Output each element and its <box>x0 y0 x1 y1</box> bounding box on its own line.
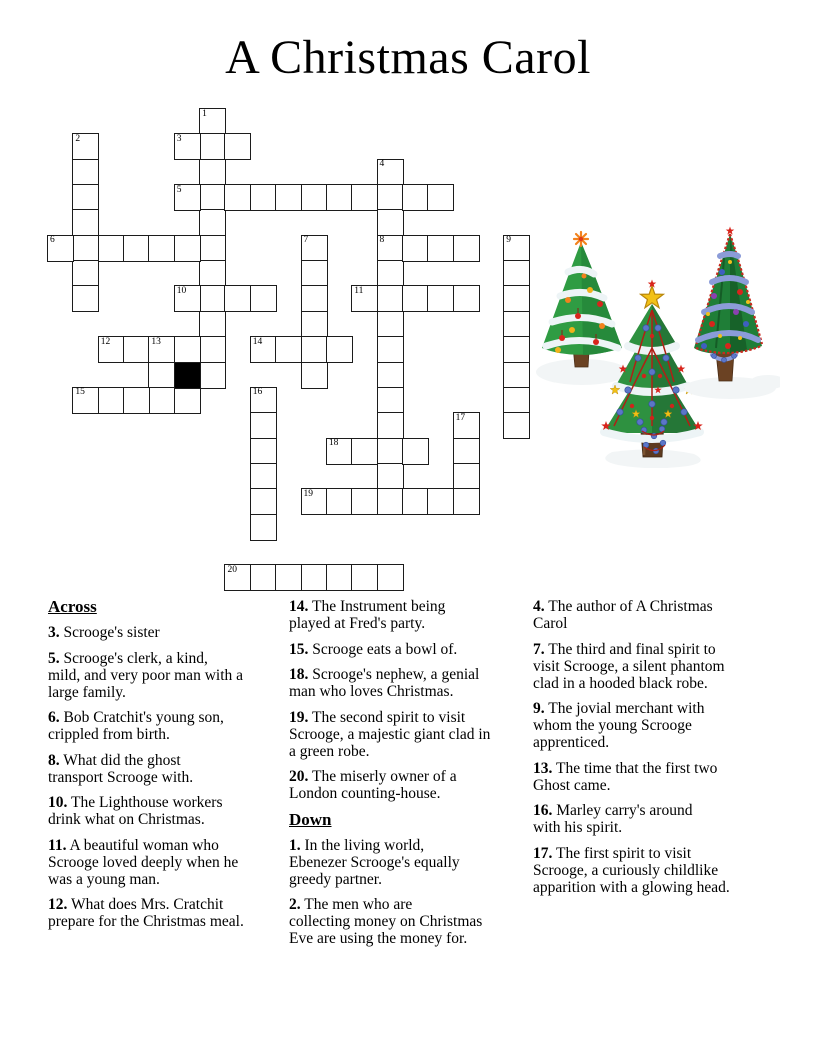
grid-cell <box>250 285 277 312</box>
grid-cell <box>453 235 480 262</box>
grid-cell <box>123 235 150 262</box>
cell-number: 11 <box>354 285 364 296</box>
cell-number: 13 <box>151 336 161 347</box>
grid-cell <box>503 311 530 338</box>
grid-cell <box>250 412 277 439</box>
grid-cell <box>301 564 328 591</box>
grid-cell <box>224 564 251 591</box>
grid-cell <box>377 311 404 338</box>
clue-1: 1. In the living world, Ebenezer Scrooge's equally greedy partner. <box>289 836 460 888</box>
grid-cell <box>250 184 277 211</box>
cell-number: 20 <box>227 564 237 575</box>
clue-number: 17. <box>533 844 553 862</box>
grid-cell <box>98 387 125 414</box>
grid-cell <box>377 235 404 262</box>
cell-number: 19 <box>303 488 313 499</box>
cell-number: 3 <box>176 133 182 144</box>
clue-number: 7. <box>533 640 545 658</box>
grid-cell <box>174 336 201 363</box>
grid-cell <box>503 235 530 262</box>
clues-column-2 <box>289 598 533 956</box>
clue-number: 9. <box>533 700 545 717</box>
cell-number: 18 <box>328 438 339 449</box>
grid-cell <box>123 336 150 363</box>
clue-3: 3. Scrooge's sister <box>48 624 160 641</box>
grid-cell <box>72 209 99 236</box>
grid-cell <box>377 412 404 439</box>
grid-cell <box>98 235 125 262</box>
grid-cell <box>326 488 353 515</box>
cell-number: 4 <box>379 159 385 170</box>
grid-cell <box>148 362 175 389</box>
grid-cell <box>326 184 353 211</box>
grid-cell <box>174 184 201 211</box>
grid-cell <box>377 184 404 211</box>
grid-cell <box>377 159 404 186</box>
grid-cell <box>377 438 404 465</box>
grid-cell <box>148 387 175 414</box>
clue-7: 7. The third and final spirit to visit Scrooge, a silent phantom clad in a hooded black robe. <box>533 640 725 692</box>
grid-cell <box>199 184 226 211</box>
grid-cell <box>224 133 251 160</box>
grid-cell <box>427 488 454 515</box>
grid-cell <box>224 285 251 312</box>
clue-number: 2. <box>289 896 301 913</box>
clue-number: 5. <box>48 649 60 667</box>
grid-cell <box>199 362 226 389</box>
grid-cell <box>453 412 480 439</box>
clue-number: 12. <box>48 896 68 913</box>
grid-cell <box>148 235 175 262</box>
grid-cell <box>453 285 480 312</box>
cell-number: 10 <box>176 285 187 296</box>
grid-cell <box>301 184 328 211</box>
clues-column-1 <box>48 598 286 939</box>
grid-cell <box>199 285 226 312</box>
grid-cell <box>98 336 125 363</box>
grid-cell <box>72 235 99 262</box>
cell-number: 1 <box>202 108 207 119</box>
clue-number: 10. <box>48 794 68 811</box>
grid-cell <box>351 438 378 465</box>
clue-20: 20. The miserly owner of a London counting-house. <box>289 768 457 802</box>
clue-18: 18. Scrooge's nephew, a genial man who loves Christmas. <box>289 666 480 700</box>
cell-number: 16 <box>252 387 263 398</box>
clue-11: 11. A beautiful woman who Scrooge loved deeply when he was a young man. <box>48 836 239 888</box>
grid-cell <box>377 285 404 312</box>
grid-cell <box>72 285 99 312</box>
grid-cell <box>72 184 99 211</box>
grid-cell <box>377 362 404 389</box>
cell-number: 2 <box>75 133 81 144</box>
clue-number: 18. <box>289 666 309 683</box>
cell-number: 6 <box>50 235 55 246</box>
clue-13: 13. The time that the first two Ghost came. <box>533 759 718 794</box>
grid-cell <box>427 184 454 211</box>
grid-cell <box>199 209 226 236</box>
grid-cell <box>250 514 277 541</box>
clue-9: 9. The jovial merchant with whom the young Scrooge apprenticed. <box>533 700 705 751</box>
clue-number: 8. <box>48 751 60 769</box>
grid-cell <box>174 387 201 414</box>
grid-cell <box>351 564 378 591</box>
grid-cell <box>351 184 378 211</box>
grid-cell <box>326 438 353 465</box>
grid-cell <box>453 488 480 515</box>
grid-cell <box>72 159 99 186</box>
grid-cell <box>250 564 277 591</box>
cell-number: 15 <box>75 387 85 398</box>
clue-number: 6. <box>48 709 60 726</box>
grid-cell <box>503 362 530 389</box>
grid-cell <box>503 285 530 312</box>
clue-12: 12. What does Mrs. Cratchit prepare for the Christmas meal. <box>48 896 244 930</box>
grid-cell <box>453 463 480 490</box>
grid-cell <box>402 438 429 465</box>
clue-17: 17. The first spirit to visit Scrooge, a curiously childlike apparition with a glowing head. <box>533 844 730 896</box>
clues-column-3 <box>533 598 779 904</box>
page-title: A Christmas Carol <box>225 31 591 84</box>
grid-cell <box>250 336 277 363</box>
grid-cell <box>503 387 530 414</box>
grid-cell <box>72 260 99 287</box>
clue-number: 1. <box>289 836 301 854</box>
grid-cell <box>174 285 201 312</box>
grid-cell <box>377 260 404 287</box>
grid-cell <box>301 311 328 338</box>
grid-cell <box>224 184 251 211</box>
grid-cell <box>427 235 454 262</box>
christmas-trees-illustration <box>528 222 780 468</box>
grid-cell <box>377 387 404 414</box>
clue-number: 15. <box>289 640 309 658</box>
christmas-tree-icon <box>684 227 780 400</box>
clue-6: 6. Bob Cratchit's young son, crippled from birth. <box>48 709 224 743</box>
clue-number: 16. <box>533 802 553 819</box>
clues-across-header: Across <box>48 597 97 616</box>
grid-cell <box>326 336 353 363</box>
black-cell <box>174 362 201 389</box>
grid-cell <box>199 133 226 160</box>
grid-cell <box>174 235 201 262</box>
grid-cell <box>72 133 99 160</box>
cell-number: 8 <box>379 235 385 246</box>
clue-8: 8. What did the ghost transport Scrooge with. <box>48 751 194 786</box>
clue-14: 14. The Instrument being played at Fred's party. <box>289 598 446 632</box>
grid-cell <box>72 387 99 414</box>
clue-15: 15. Scrooge eats a bowl of. <box>289 640 458 658</box>
grid-cell <box>402 235 429 262</box>
clue-number: 11. <box>48 836 67 854</box>
grid-cell <box>148 336 175 363</box>
clue-19: 19. The second spirit to visit Scrooge, a majestic giant clad in a green robe. <box>289 708 491 760</box>
cell-number: 5 <box>176 184 182 195</box>
grid-cell <box>301 488 328 515</box>
grid-cell <box>199 311 226 338</box>
grid-cell <box>275 184 302 211</box>
grid-cell <box>427 285 454 312</box>
grid-cell <box>250 438 277 465</box>
grid-cell <box>199 260 226 287</box>
grid-cell <box>402 488 429 515</box>
cell-number: 14 <box>252 336 263 347</box>
clue-5: 5. Scrooge's clerk, a kind, mild, and very poor man with a large family. <box>48 649 243 701</box>
clue-number: 3. <box>48 624 60 641</box>
grid-cell <box>199 235 226 262</box>
grid-cell <box>503 336 530 363</box>
grid-cell <box>301 235 328 262</box>
clue-number: 13. <box>533 759 553 777</box>
clue-number: 20. <box>289 768 309 785</box>
cell-number: 9 <box>506 235 512 246</box>
grid-cell <box>351 488 378 515</box>
grid-cell <box>250 463 277 490</box>
grid-cell <box>503 412 530 439</box>
grid-cell <box>275 336 302 363</box>
grid-cell <box>351 285 378 312</box>
grid-cell <box>199 159 226 186</box>
clue-4: 4. The author of A Christmas Carol <box>533 598 713 632</box>
grid-cell <box>377 488 404 515</box>
grid-cell <box>123 387 150 414</box>
grid-cell <box>250 387 277 414</box>
cell-number: 7 <box>303 235 309 246</box>
grid-cell <box>301 260 328 287</box>
grid-cell <box>275 564 302 591</box>
grid-cell <box>377 463 404 490</box>
clue-number: 14. <box>289 598 309 615</box>
grid-cell <box>199 336 226 363</box>
grid-cell <box>402 184 429 211</box>
grid-cell <box>301 336 328 363</box>
grid-cell <box>377 564 404 591</box>
clue-2: 2. The men who are collecting money on Christmas Eve are using the money for. <box>289 896 483 947</box>
grid-cell <box>377 336 404 363</box>
grid-cell <box>402 285 429 312</box>
cell-number: 17 <box>455 412 466 423</box>
grid-cell <box>47 235 74 262</box>
clue-10: 10. The Lighthouse workers drink what on Christmas. <box>48 794 223 828</box>
clue-number: 4. <box>533 598 545 615</box>
clue-number: 19. <box>289 708 309 726</box>
grid-cell <box>301 285 328 312</box>
grid-cell <box>453 438 480 465</box>
grid-cell <box>199 108 226 135</box>
grid-cell <box>174 133 201 160</box>
christmas-tree-icon <box>536 232 628 385</box>
grid-cell <box>326 564 353 591</box>
clues-down-header: Down <box>289 809 332 829</box>
grid-cell <box>377 209 404 236</box>
clue-16: 16. Marley carry's around with his spirit. <box>533 802 693 836</box>
grid-cell <box>301 362 328 389</box>
grid-cell <box>250 488 277 515</box>
grid-cell <box>503 260 530 287</box>
cell-number: 12 <box>100 336 111 347</box>
